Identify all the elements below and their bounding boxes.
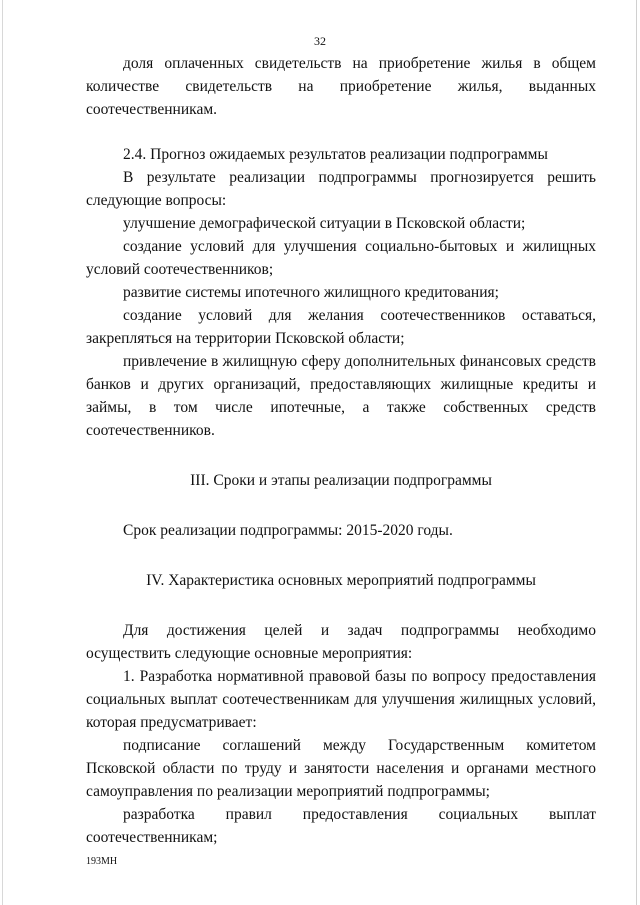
document-body [86,52,596,849]
paragraph-implementation-period: Срок реализации подпрограммы: 2015-2020 годы. [123,522,453,539]
list-item-financing: привлечение в жилищную сферу дополнительных финансовых средств банков и других организаций, предоставляющих жилищные кредиты и займы, в том числе ипотечные, а также собственных средств соотечественников. [86,353,596,439]
section-heading-iii: III. Сроки и этапы реализации подпрограммы [190,472,492,489]
page-number: 32 [314,34,326,48]
scan-edge-right [636,0,637,905]
list-item-demography: улучшение демографической ситуации в Псковской области; [123,215,526,232]
list-item-settlement: создание условий для желания соотечественников оставаться, закрепляться на территории Псковской области; [86,307,596,347]
paragraph-share-certificates: доля оплаченных свидетельств на приобретение жилья в общем количестве свидетельств на приобретение жилья, выданных соотечественникам. [86,55,596,118]
list-item-mortgage: развитие системы ипотечного жилищного кредитования; [123,284,499,301]
section-heading-iv: IV. Характеристика основных мероприятий подпрограммы [146,572,536,589]
list-item-rules: разработка правил предоставления социальных выплат соотечественникам; [86,806,596,846]
paragraph-expected-results-intro: В результате реализации подпрограммы прогнозируется решить следующие вопросы: [86,169,596,209]
footer-code: 193МН [86,856,118,867]
paragraph-measures-intro: Для достижения целей и задач подпрограммы необходимо осуществить следующие основные мероприятия: [86,622,596,662]
list-item-legal-framework: 1. Разработка нормативной правовой базы по вопросу предоставления социальных выплат соотечественникам для улучшения жилищных условий, которая предусматривает: [86,668,596,731]
list-item-living-conditions: создание условий для улучшения социально-бытовых и жилищных условий соотечественников; [86,238,596,278]
list-item-agreements: подписание соглашений между Государственным комитетом Псковской области по труду и занятости населения и органами местного самоуправления по реализации мероприятий подпрограммы; [86,737,596,800]
section-heading-2-4: 2.4. Прогноз ожидаемых результатов реализации подпрограммы [123,146,548,163]
scan-edge-left [2,0,3,905]
